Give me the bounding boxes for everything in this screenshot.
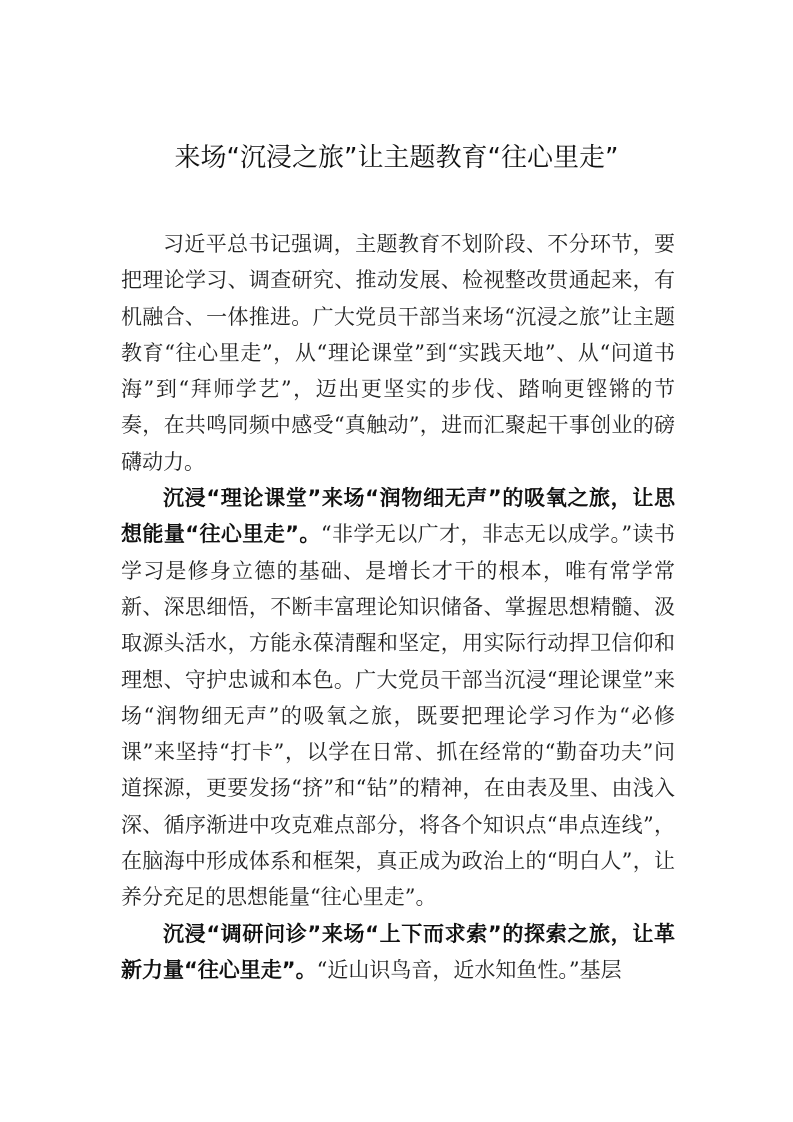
paragraph-text: “近山识鸟音，近水知鱼性。”基层 <box>316 957 622 982</box>
paragraph-intro <box>121 226 675 480</box>
paragraph-text: “非学无以广才，非志无以成学。”读书学习是修身立德的基础、是增长才干的根本，唯有常学常新、深思细悟，不断丰富理论知识储备、掌握思想精髓、汲取源头活水，方能永葆清醒和坚定，用实际行动捍卫信仰和理想、守护忠诚和本色。广大党员干部当沉浸“理论课堂”来场“润物细无声”的吸氧之旅，既要把理论学习作为“必修课”来坚持“打卡”，以学在日常、抓在经常的“勤奋功夫”问道探源，更要发扬“挤”和“钻”的精神，在由表及里、由浅入深、循序渐进中攻克难点部分，将各个知识点“串点连线”，在脑海中形成体系和框架，真正成为政治上的“明白人”，让养分充足的思想能量“往心里走”。 <box>121 522 675 910</box>
paragraph-lead: 沉浸“调研问诊”来场“上下而求索”的探索之旅，让革新力量“往心里走”。 <box>121 921 675 982</box>
paragraph-research <box>121 916 675 989</box>
paragraph-theory-classroom <box>121 480 675 916</box>
article-body <box>121 226 675 988</box>
page-title: 来场“沉浸之旅”让主题教育“往心里走” <box>174 143 619 173</box>
paragraph-text: 习近平总书记强调，主题教育不划阶段、不分环节，要把理论学习、调查研究、推动发展、检视整改贯通起来，有机融合、一体推进。广大党员干部当来场“沉浸之旅”让主题教育“往心里走”，从“理论课堂”到“实践天地”、从“问道书海”到“拜师学艺”，迈出更坚实的步伐、踏响更铿锵的节奏，在共鸣同频中感受“真触动”，进而汇聚起干事创业的磅礴动力。 <box>121 232 675 474</box>
paragraph-lead: 沉浸“理论课堂”来场“润物细无声”的吸氧之旅，让思想能量“往心里走”。 <box>121 486 675 547</box>
